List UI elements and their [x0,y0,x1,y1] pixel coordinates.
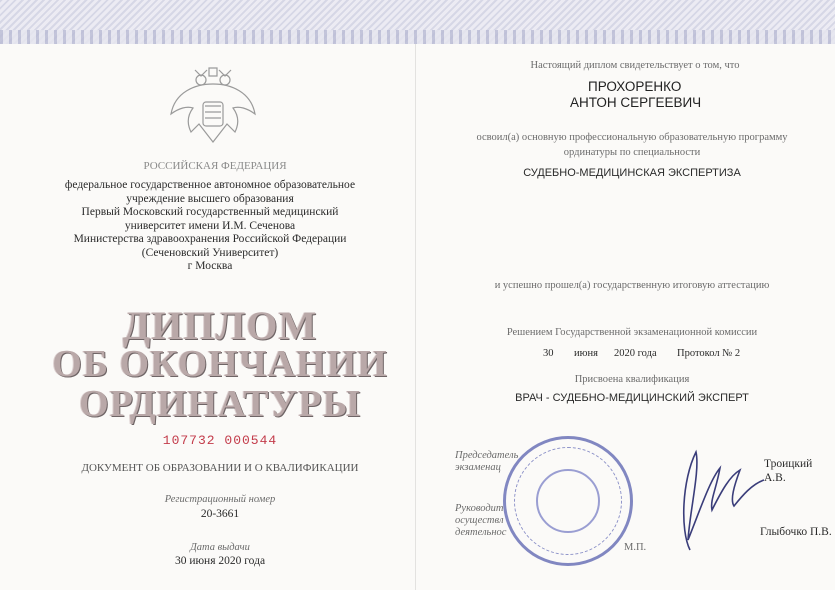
given-names: АНТОН СЕРГЕЕВИЧ [570,95,702,110]
attestation-text: и успешно прошел(а) государственную итоговую аттестацию [494,280,770,291]
chair-label-line1: Председатель [455,450,519,461]
program-line1: освоил(а) основную профессиональную образовательную программу [476,132,788,143]
commission-decision: Решением Государственной экзаменационной комиссии [506,327,758,338]
seal-place-mark: М.П. [624,542,647,553]
qualification-label: Присвоена квалификация [574,374,690,385]
head-label-line3: деятельнос [455,527,507,538]
diploma-title-line3: ОРДИНАТУРЫ [79,383,361,425]
chair-label-line2: экзаменац [455,462,501,473]
head-label-line1: Руководит [455,503,504,514]
diploma-title-line2: ОБ ОКОНЧАНИИ [52,343,388,385]
head-label-line2: осуществл [455,515,504,526]
issue-date-label: Дата выдачи [190,542,250,553]
serial-number: 107732 000544 [162,433,278,448]
document-type: ДОКУМЕНТ ОБ ОБРАЗОВАНИИ И О КВАЛИФИКАЦИИ [81,462,359,474]
decision-year: 2020 года [614,348,657,359]
registration-label: Регистрационный номер [164,494,276,505]
institution-line: г Москва [187,260,233,272]
specialty: СУДЕБНО-МЕДИЦИНСКАЯ ЭКСПЕРТИЗА [523,167,741,179]
institution-line: (Сеченовский Университет) [141,246,279,259]
official-stamp-icon [503,436,633,566]
registration-number: 20-3661 [200,508,240,520]
decision-month: июня [574,348,598,359]
issue-date: 30 июня 2020 года [174,555,266,567]
qualification: ВРАЧ - СУДЕБНО-МЕДИЦИНСКИЙ ЭКСПЕРТ [515,392,749,404]
institution-line: федеральное государственное автономное образовательное [64,179,356,191]
surname: ПРОХОРЕНКО [588,79,682,94]
institution-line: университет имени И.М. Сеченова [124,219,296,232]
diploma-title-line1: ДИПЛОМ [122,303,318,348]
institution-line: Министерства здравоохранения Российской Федерации [73,233,347,245]
coat-of-arms-icon [165,62,261,157]
institution-line: учреждение высшего образования [126,192,294,205]
chair-name: Троицкий А.В. [764,458,813,484]
decision-day: 30 [543,348,554,359]
country-name: РОССИЙСКАЯ ФЕДЕРАЦИЯ [143,160,287,172]
signature-icon [660,440,770,555]
protocol-number: Протокол № 2 [677,348,741,359]
decorative-border [0,0,835,44]
head-name: Глыбочко П.В. [760,526,832,538]
certifies-text: Настоящий диплом свидетельствует о том, что [530,60,740,71]
institution-name [10,179,410,274]
institution-line: Первый Московский государственный медицинский [81,206,339,218]
program-line2: ординатуры по специальности [563,147,701,158]
